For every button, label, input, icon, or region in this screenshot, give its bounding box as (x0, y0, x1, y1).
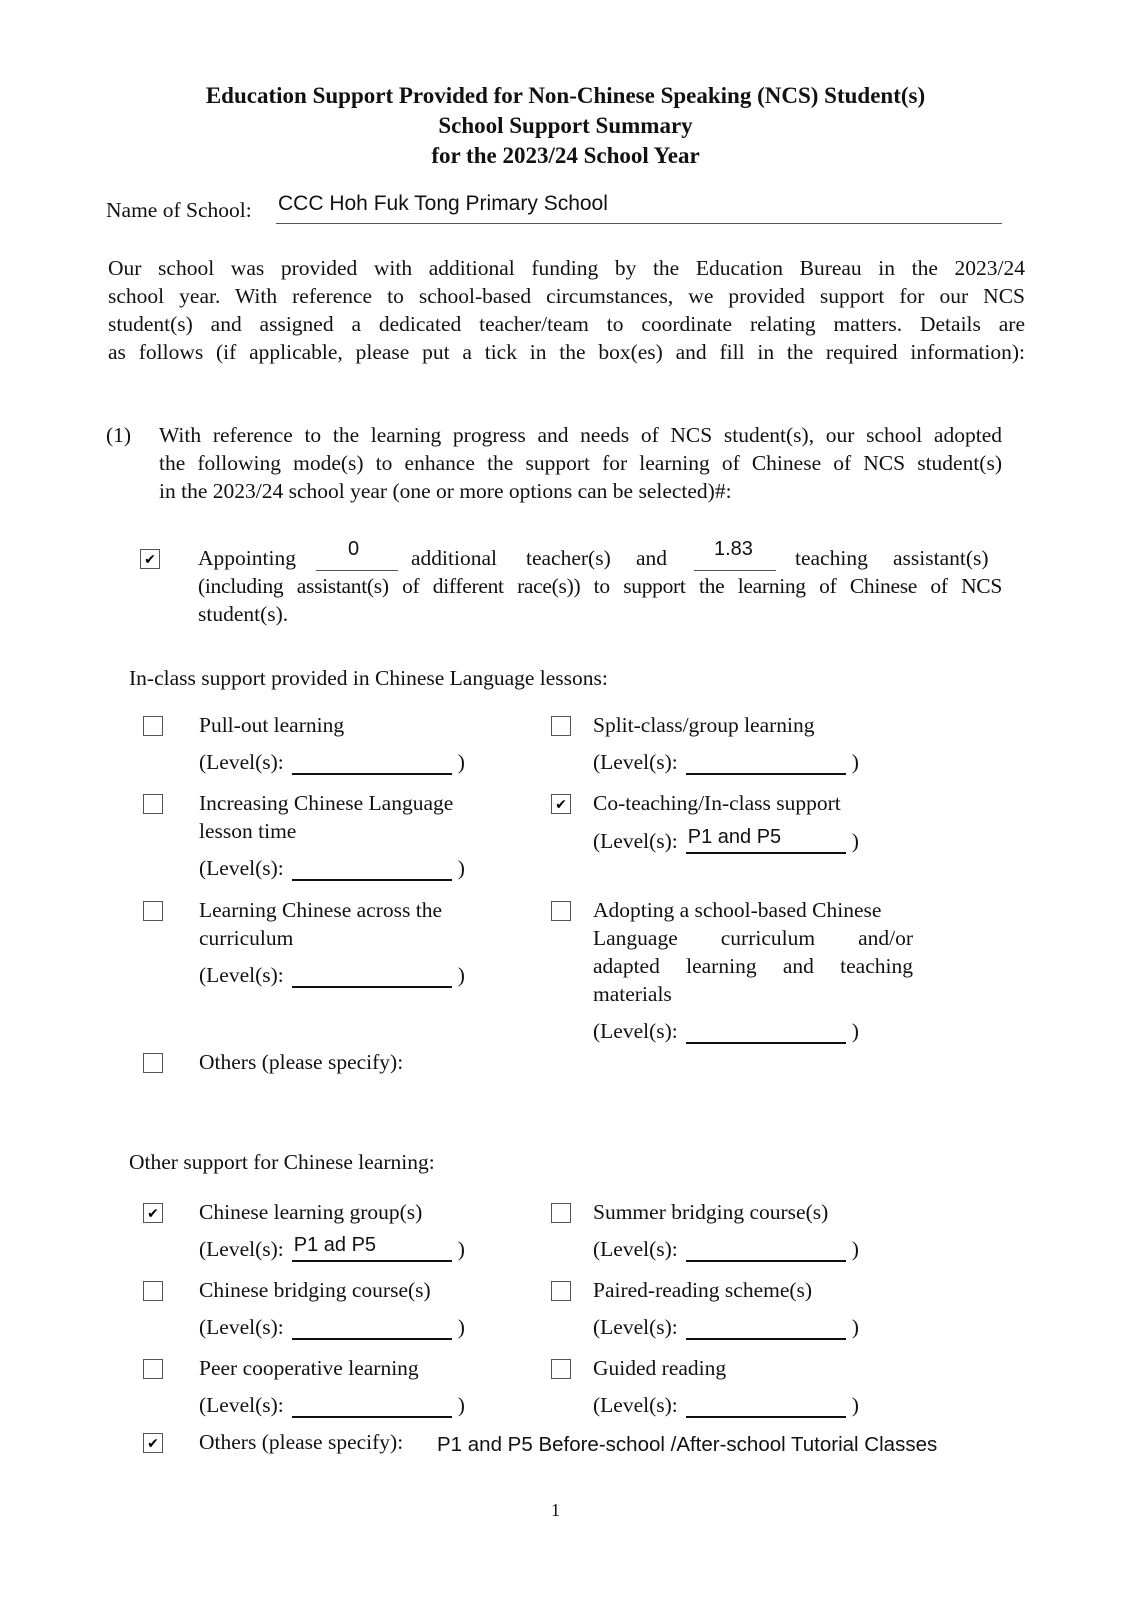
level-label: (Level(s): (199, 856, 284, 880)
level-close: ) (457, 1315, 465, 1339)
level-close: ) (851, 1393, 859, 1417)
co-teaching-level-field[interactable]: P1 and P5 (686, 828, 846, 854)
school-based-curriculum-checkbox[interactable] (551, 901, 571, 921)
level-close: ) (851, 829, 859, 853)
other-support-others-value[interactable]: P1 and P5 Before-school /After-school Tutorial Classes (437, 1433, 938, 1456)
document-title-line-2: School Support Summary (438, 113, 693, 138)
paired-reading-checkbox[interactable] (551, 1281, 571, 1301)
co-teaching-checkbox[interactable] (551, 794, 571, 814)
guided-reading-level-row (593, 1392, 859, 1418)
appointing-line-2: (including assistant(s) of different race(s)) to support the learning of Chinese of NCS (198, 574, 1002, 598)
peer-cooperative-checkbox[interactable] (143, 1359, 163, 1379)
appointing-checkbox[interactable] (140, 549, 160, 569)
pull-out-learning-checkbox[interactable] (143, 716, 163, 736)
summer-bridging-level-row (593, 1236, 859, 1262)
level-close: ) (457, 856, 465, 880)
across-curriculum-checkbox[interactable] (143, 901, 163, 921)
in-class-others-label: Others (please specify): (199, 1050, 404, 1074)
teaching-assistants-field[interactable] (694, 538, 776, 571)
additional-teachers-value: 0 (348, 538, 360, 560)
chinese-bridging-level-field[interactable] (292, 1314, 452, 1340)
section-number: (1) (106, 423, 132, 447)
learning-groups-checkbox[interactable] (143, 1203, 163, 1223)
guided-reading-level-field[interactable] (686, 1392, 846, 1418)
checkmark-icon: ✔ (144, 552, 156, 568)
section1-line-1: With reference to the learning progress and needs of NCS student(s), our school adopted (159, 423, 1002, 447)
school-name-value: CCC Hoh Fuk Tong Primary School (278, 192, 608, 215)
across-curriculum-label-2: curriculum (199, 926, 294, 950)
pull-out-learning-label: Pull-out learning (199, 713, 345, 737)
level-close: ) (457, 750, 465, 774)
other-support-heading: Other support for Chinese learning: (129, 1150, 435, 1174)
document-title-line-3: for the 2023/24 School Year (431, 143, 700, 168)
guided-reading-label: Guided reading (593, 1356, 727, 1380)
chinese-bridging-label: Chinese bridging course(s) (199, 1278, 431, 1302)
school-based-curriculum-label-3: adapted learning and teaching (593, 954, 913, 978)
paired-reading-level-field[interactable] (686, 1314, 846, 1340)
summer-bridging-checkbox[interactable] (551, 1203, 571, 1223)
level-close: ) (457, 1237, 465, 1261)
section1-line-2: the following mode(s) to enhance the support for learning of Chinese of NCS student(s) (159, 451, 1002, 475)
split-class-label: Split-class/group learning (593, 713, 815, 737)
checkmark-icon: ✔ (147, 1206, 159, 1222)
pull-out-learning-level-row (199, 749, 465, 775)
across-curriculum-level-field[interactable] (292, 962, 452, 988)
intro-line-1: Our school was provided with additional funding by the Education Bureau in the 2023/24 (108, 256, 1025, 280)
paired-reading-level-row (593, 1314, 859, 1340)
learning-groups-level-row (199, 1236, 465, 1262)
level-close: ) (851, 750, 859, 774)
paired-reading-label: Paired-reading scheme(s) (593, 1278, 813, 1302)
level-label: (Level(s): (593, 1393, 678, 1417)
appointing-word: Appointing (198, 546, 296, 570)
guided-reading-checkbox[interactable] (551, 1359, 571, 1379)
level-label: (Level(s): (593, 1237, 678, 1261)
co-teaching-level-row (593, 828, 859, 854)
level-close: ) (457, 1393, 465, 1417)
school-based-curriculum-label-1: Adopting a school-based Chinese (593, 898, 882, 922)
intro-line-4: as follows (if applicable, please put a tick in the box(es) and fill in the required information): (108, 340, 1025, 364)
peer-cooperative-label: Peer cooperative learning (199, 1356, 419, 1380)
level-label: (Level(s): (199, 1237, 284, 1261)
school-based-curriculum-label-4: materials (593, 982, 672, 1006)
chinese-bridging-level-row (199, 1314, 465, 1340)
additional-teachers-field[interactable] (316, 538, 398, 571)
increasing-lesson-time-checkbox[interactable] (143, 794, 163, 814)
appointing-line-3: student(s). (198, 602, 289, 626)
split-class-level-field[interactable] (686, 749, 846, 775)
peer-cooperative-level-field[interactable] (292, 1392, 452, 1418)
other-support-others-checkbox[interactable] (143, 1433, 163, 1453)
summer-bridging-level-field[interactable] (686, 1236, 846, 1262)
level-label: (Level(s): (593, 750, 678, 774)
section1-line-3: in the 2023/24 school year (one or more options can be selected)#: (159, 479, 732, 503)
other-support-others-label: Others (please specify): (199, 1430, 404, 1454)
school-based-curriculum-level-row (593, 1018, 859, 1044)
co-teaching-label: Co-teaching/In-class support (593, 791, 841, 815)
learning-groups-label: Chinese learning group(s) (199, 1200, 423, 1224)
level-label: (Level(s): (593, 1019, 678, 1043)
split-class-checkbox[interactable] (551, 716, 571, 736)
teachers-word: teacher(s) (526, 546, 611, 570)
checkmark-icon: ✔ (147, 1436, 159, 1452)
summer-bridging-label: Summer bridging course(s) (593, 1200, 829, 1224)
increasing-lesson-time-label-1: Increasing Chinese Language (199, 791, 454, 815)
school-name-field[interactable] (276, 190, 1002, 224)
learning-groups-level-field[interactable]: P1 ad P5 (292, 1236, 452, 1262)
level-label: (Level(s): (199, 750, 284, 774)
level-label: (Level(s): (199, 1315, 284, 1339)
school-based-curriculum-label-2: Language curriculum and/or (593, 926, 913, 950)
intro-line-3: student(s) and assigned a dedicated teacher/team to coordinate relating matters. Details are (108, 312, 1025, 336)
level-close: ) (851, 1019, 859, 1043)
level-label: (Level(s): (593, 1315, 678, 1339)
increasing-lesson-time-level-field[interactable] (292, 855, 452, 881)
assistants-word: assistant(s) (893, 546, 989, 570)
document-title-line-1: Education Support Provided for Non-Chinese Speaking (NCS) Student(s) (205, 83, 926, 108)
level-close: ) (851, 1237, 859, 1261)
school-based-curriculum-level-field[interactable] (686, 1018, 846, 1044)
teaching-assistants-value: 1.83 (714, 538, 753, 560)
increasing-lesson-time-label-2: lesson time (199, 819, 297, 843)
increasing-lesson-time-level-row (199, 855, 465, 881)
level-label: (Level(s): (199, 1393, 284, 1417)
level-label: (Level(s): (593, 829, 678, 853)
level-close: ) (851, 1315, 859, 1339)
across-curriculum-level-row (199, 962, 465, 988)
level-label: (Level(s): (199, 963, 284, 987)
in-class-heading: In-class support provided in Chinese Language lessons: (129, 666, 608, 690)
peer-cooperative-level-row (199, 1392, 465, 1418)
chinese-bridging-checkbox[interactable] (143, 1281, 163, 1301)
school-name-label: Name of School: (106, 198, 252, 222)
in-class-others-checkbox[interactable] (143, 1053, 163, 1073)
checkmark-icon: ✔ (555, 797, 567, 813)
pull-out-learning-level-field[interactable] (292, 749, 452, 775)
split-class-level-row (593, 749, 859, 775)
level-close: ) (457, 963, 465, 987)
across-curriculum-label-1: Learning Chinese across the (199, 898, 442, 922)
teaching-word: teaching (795, 546, 868, 570)
intro-line-2: school year. With reference to school-based circumstances, we provided support for our NCS (108, 284, 1025, 308)
additional-word: additional (411, 546, 497, 570)
and-word: and (636, 546, 668, 570)
page-number: 1 (551, 1500, 560, 1520)
